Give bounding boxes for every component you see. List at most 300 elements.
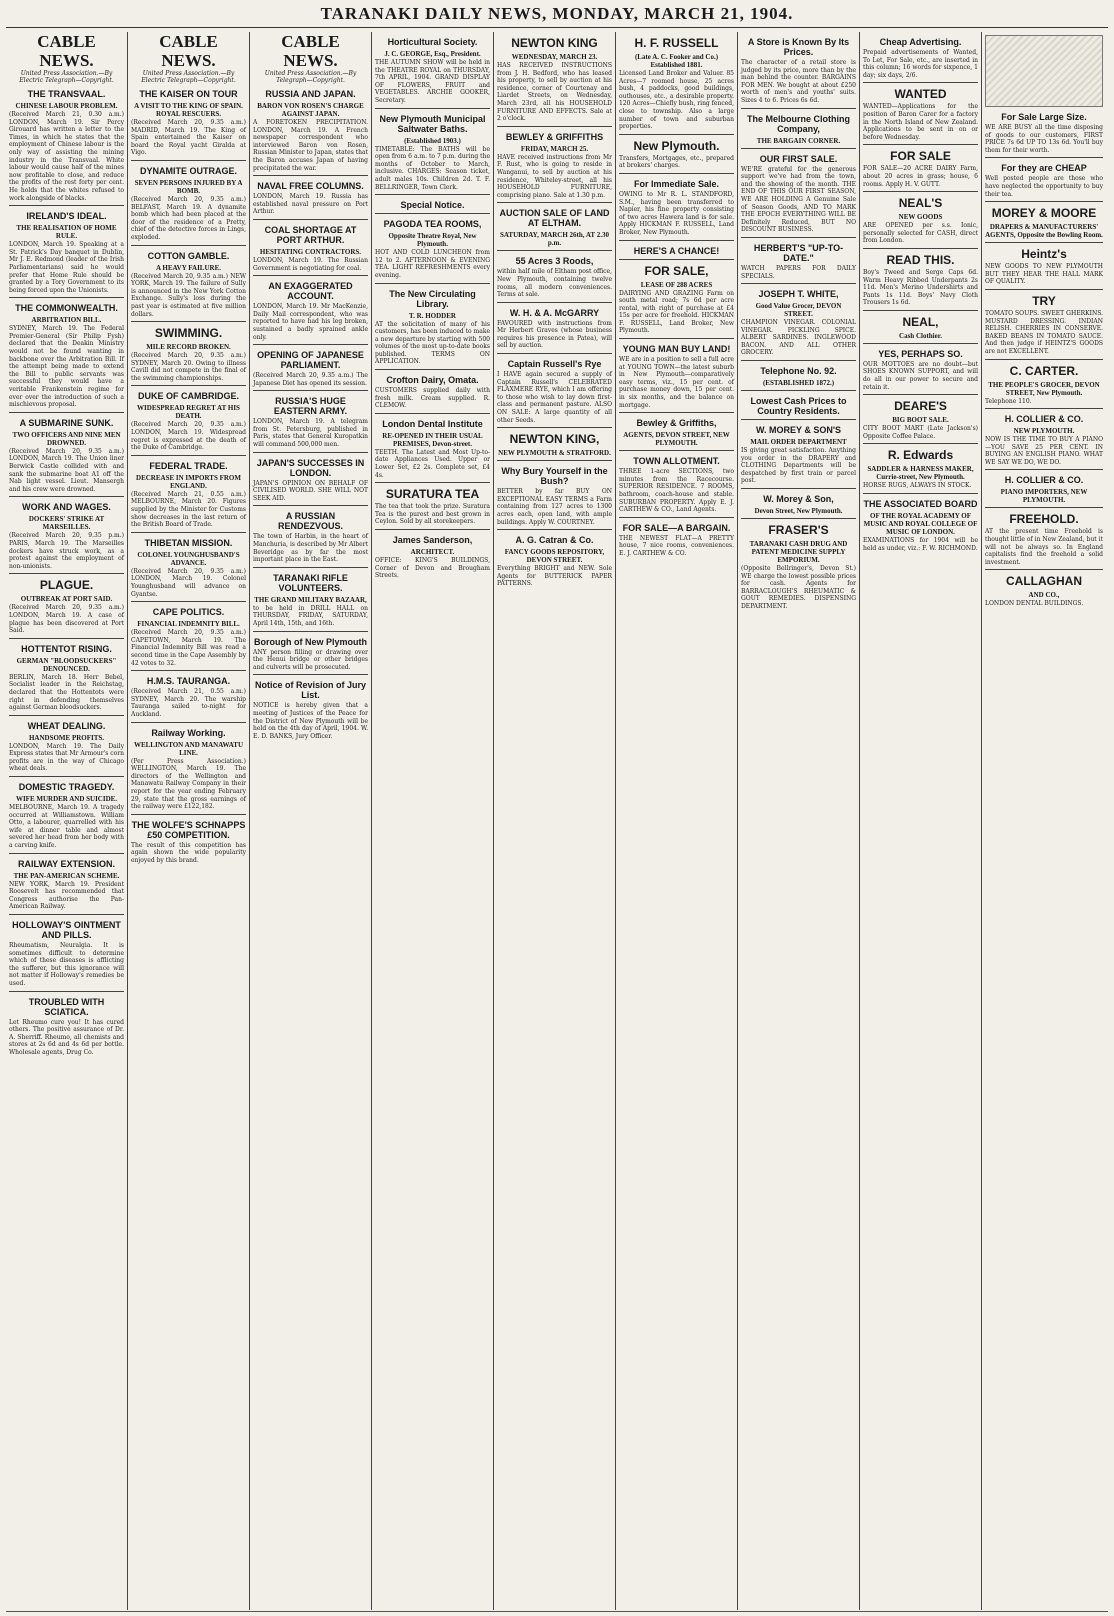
article-subheadline: RE-OPENED IN THEIR USUAL PREMISES, Devon-street.: [382, 431, 483, 448]
article-subheadline: MILE RECORD BROKEN.: [146, 343, 231, 352]
section-divider: [131, 385, 246, 386]
article-headline: HOTTENTOT RISING.: [21, 643, 112, 654]
section-divider: [497, 202, 612, 203]
article-subheadline: THE PAN-AMERICAN SCHEME.: [13, 871, 120, 880]
article: [9, 418, 124, 494]
article: [253, 89, 368, 172]
article-headline: FOR SALE,: [644, 263, 709, 278]
article-subheadline: Devon Street, New Plymouth.: [754, 507, 843, 516]
article-headline: Captain Russell's Rye: [507, 359, 602, 370]
article-body: (Per Press Association.) WELLINGTON, March 19. The directors of the Wellington and Manawatu Railway Company in their report for the year ending February 29, state that the gross earnings of the railway were £122,182.: [131, 757, 246, 811]
article-body: OWING to Mr R. L. STANDFORD, S.M., having been transferred to Napier, his fine property consisting of two acres Hawera land is for sale. Apply HICKMAN F. RUSSELL, Land Broker, New Plymouth.: [619, 190, 734, 236]
article: [619, 456, 734, 514]
article: [497, 466, 612, 526]
article-body: ARE OPENED per s.s. Ionic, personally selected for CASH, direct from London.: [863, 222, 978, 245]
article-headline: THE KAISER ON TOUR: [139, 89, 238, 99]
article: [131, 676, 246, 718]
article: [375, 419, 490, 479]
article-subheadline: AGENTS, DEVON STREET, NEW PLYMOUTH.: [623, 431, 730, 448]
article-headline: H. F. RUSSELL: [634, 36, 719, 50]
article: [985, 575, 1103, 608]
section-divider: [253, 344, 368, 345]
article: [741, 524, 856, 611]
article-body: LONDON, March 19. Speaking at a St. Patrick's Day banquet in Dublin, Mr J. E. Redmond (leader of the Irish Parliamentarians) said he would prefer that Home Rule should be granted by a Tory Government to its being forced upon the Unionists.: [9, 241, 124, 294]
article-headline: For they are CHEAP: [1001, 163, 1087, 174]
column-9: [982, 32, 1106, 1610]
article: [131, 607, 246, 667]
article-body: NEW GOODS TO NEW PLYMOUTH BUT THEY HEAR THE HALL MARK OF QUALITY.: [985, 263, 1103, 286]
section-divider: [619, 259, 734, 260]
article-body: WE ARE BUSY all the time disposing of goods to our customers, FIRST PRICE 7s 6d UP TO 13s 6d. You'll buy them for their worth.: [985, 124, 1103, 154]
article-headline: FOR SALE—A BARGAIN.: [622, 522, 731, 533]
article-subheadline: BIG BOOT SALE.: [892, 416, 949, 425]
article-subheadline: HESITATING CONTRACTORS.: [259, 247, 362, 256]
article: [741, 289, 856, 357]
article-headline: THIBETAN MISSION.: [144, 537, 233, 548]
article-headline: A RUSSIAN RENDEZVOUS.: [277, 511, 343, 532]
column-sections: [375, 37, 490, 580]
article: [985, 513, 1103, 566]
article-subheadline: AND CO.,: [1028, 591, 1060, 600]
article-headline: H. COLLIER & CO.: [1004, 414, 1084, 425]
article-headline: Cheap Advertising.: [879, 37, 962, 47]
article-headline: PAGODA TEA ROOMS,: [383, 219, 482, 230]
article-body: (Received March 20, 9.35 a.m.) CAPETOWN, March 19. The Financial Indemnity Bill was read a second time in the Cape Assembly by 42 votes to 32.: [131, 629, 246, 667]
article: [741, 396, 856, 416]
article: [863, 150, 978, 188]
article-body: IS giving great satisfaction. Anything you order in the DRAPERY and CLOTHING Departments will be despatched by first train or parcel post.: [741, 447, 856, 485]
article-body: Licensed Land Broker and Valuer. 85 Acres—7 roomed house, 25 acres bush, 4 paddocks, good buildings, outhouses, etc., a desirable property. 120 Acres—Chiefly bush, ring fenced, close to township. Also a large number of town and suburban properties.: [619, 70, 734, 131]
column-5: [494, 32, 616, 1610]
article: [253, 458, 368, 503]
article-body: LONDON, March 19. A telegram from St. Petersburg, published in Paris, states that General Kuropatkin will command 500,000 men.: [253, 418, 368, 449]
section-divider: [9, 853, 124, 854]
section-divider: [863, 248, 978, 249]
article-body: THREE 1-acre SECTIONS, two minutes from the Racecourse. SUPERIOR RESIDENCE. 7 ROOMS, bathroom, coach-house and stable. SUBURBAN PROPERTY. Apply E. J. CARTHEW & CO., Land Agents.: [619, 468, 734, 514]
article-body: (Received March 20, 9.35 a.m.) BELFAST, March 19. A dynamite bomb which had been placed at the door of the residence of a Pretty, chief of the detective forces in Lings, exploded.: [131, 195, 246, 241]
article-body: FAVOURED with instructions from Mr Herbert Graves (whose business requires his presence in Patea), will sell by auction.: [497, 319, 612, 350]
article-subheadline: DRAPERS & MANUFACTURERS' AGENTS, Opposite the Bowling Room.: [985, 223, 1103, 240]
article-headline: IRELAND'S IDEAL.: [26, 211, 107, 222]
article-headline: NAVAL FREE COLUMNS.: [257, 181, 364, 192]
article-subheadline: (ESTABLISHED 1872.): [762, 379, 835, 388]
article: [9, 782, 124, 850]
article: [9, 303, 124, 409]
section-divider: [375, 194, 490, 195]
article: [619, 418, 734, 447]
section-divider: [375, 529, 490, 530]
article-headline: THE COMMONWEALTH.: [15, 303, 118, 314]
section-divider: [985, 359, 1103, 360]
article: [619, 37, 734, 131]
article: [985, 112, 1103, 154]
article-headline: OPENING OF JAPANESE PARLIAMENT.: [257, 350, 364, 371]
article-headline: DOMESTIC TRAGEDY.: [18, 782, 115, 793]
article-body: HORSE RUGS, ALWAYS IN STOCK.: [863, 482, 972, 490]
section-divider: [9, 496, 124, 497]
article: [863, 88, 978, 141]
article-subheadline: A VISIT TO THE KING OF SPAIN. ROYAL RESCUERS.: [134, 102, 243, 118]
article-body: Telephone 110.: [985, 397, 1032, 405]
article: [375, 37, 490, 105]
article: [741, 494, 856, 515]
article-headline: James Sanderson,: [392, 535, 473, 545]
column-1: [6, 32, 128, 1610]
article: [253, 573, 368, 628]
section-divider: [863, 144, 978, 145]
article-headline: C. CARTER.: [1009, 363, 1079, 378]
article-headline: COAL SHORTAGE AT PORT ARTHUR.: [264, 224, 357, 245]
section-divider: [9, 297, 124, 298]
column-sections: [9, 89, 124, 1057]
article-headline: FOR SALE: [890, 149, 951, 164]
section-divider: [131, 321, 246, 322]
article: [863, 449, 978, 490]
article-subheadline: THE BARGAIN CORNER.: [756, 136, 841, 145]
section-divider: [863, 191, 978, 192]
section-divider: [9, 638, 124, 639]
article-subheadline: ARBITRATION BILL.: [31, 316, 102, 325]
article-subheadline: WIFE MURDER AND SUICIDE.: [15, 795, 118, 804]
article: [863, 349, 978, 391]
article: [131, 820, 246, 865]
article-body: DAIRYING AND GRAZING Farm on south metal road; 7s 6d per acre rental, with right of purchase at £4 15s per acre for freehold. HICKMAN F. RUSSELL, Land Broker, New Plymouth.: [619, 289, 734, 335]
article-body: NOW IS THE TIME TO BUY A PIANO—YOU SAVE 25 PER CENT. IN BUYING AN ENGLISH PIANO. WHAT WE SAY WE DO, WE DO.: [985, 436, 1103, 466]
article-body: WANTED—Applications for the position of Baron Carer for a factory in the North Island of New Zealand. Applications to be sent in on or before Wednesday.: [863, 103, 978, 141]
article: [253, 396, 368, 448]
section-divider: [985, 157, 1103, 158]
article-headline: TARANAKI RIFLE VOLUNTEERS.: [273, 572, 348, 593]
article-subheadline: SADDLER & HARNESS MAKER, Currie-street, New Plymouth.: [867, 465, 974, 482]
column-credit: United Press Association.—By Electric Telegraph—Copyright.: [141, 70, 236, 84]
section-divider: [9, 776, 124, 777]
article-subheadline: WIDESPREAD REGRET AT HIS DEATH.: [137, 404, 240, 421]
column-8: [860, 32, 982, 1610]
article: [619, 523, 734, 558]
article-headline: For Immediate Sale.: [633, 178, 720, 189]
section-divider: [985, 469, 1103, 470]
article-body: Rheumatism, Neuralgia. It is sometimes difficult to determine which of these diseases is afflicting the sufferer, but this ignorance will not matter if Holloway's remedies be used.: [9, 942, 124, 987]
article-body: NEW YORK, March 19. President Roosevelt has recommended that Congress authorise the Pan-American Railway.: [9, 880, 124, 911]
article-headline: RUSSIA AND JAPAN.: [265, 89, 356, 99]
article-headline: The Melbourne Clothing Company,: [747, 113, 850, 134]
article-body: AT the present time Freehold is thought little of in New Zealand, but it will not be always so. In England capitalists find the freehold a solid investment.: [985, 528, 1103, 566]
article-body: (Received March 20, 9.35 a.m.) NEW YORK, March 19. The failure of Sully is announced in the New York Cotton Exchange. Sully's loss during the past year is estimated at five million dollars.: [131, 272, 246, 318]
section-divider: [131, 814, 246, 815]
article: [863, 499, 978, 552]
article: [253, 680, 368, 740]
article-body: LONDON, March 19. Russia has established naval pressure on Port Arthur.: [253, 193, 368, 216]
article: [375, 200, 490, 210]
article-subheadline: NEW PLYMOUTH & STRATFORD.: [498, 449, 611, 458]
article-headline: H.M.S. TAURANGA.: [146, 676, 231, 687]
article-body: The town of Harbin, in the heart of Manchuria, is described by Mr Albert Beveridge as by far the most important place in the East.: [253, 533, 368, 564]
section-divider: [253, 631, 368, 632]
article-body: EXAMINATIONS for 1904 will be held as under, viz.: F. W. RICHMOND.: [863, 537, 978, 552]
column-heading: CABLE NEWS.: [281, 32, 340, 70]
section-divider: [619, 173, 734, 174]
article-headline: Telephone No. 92.: [760, 366, 837, 377]
article-body: (Received March 20, 9.35 p.m.) PARIS, March 19. The Marseilles dockers have struck work, as a protest against the employment of non-unionists.: [9, 532, 124, 570]
section-divider: [131, 722, 246, 723]
section-divider: [497, 250, 612, 251]
section-divider: [253, 390, 368, 391]
article: [863, 197, 978, 245]
article-subheadline: WELLINGTON AND MANAWATU LINE.: [133, 740, 244, 757]
article: [375, 535, 490, 580]
article-body: (Received March 20, 9.35 a.m.) LONDON, March 19. Widespread regret is expressed at the death of the Duke of Cambridge.: [131, 421, 246, 452]
advertisement-illustration: [985, 35, 1103, 107]
article-subheadline: J. C. GEORGE, Esq., President.: [384, 50, 481, 58]
article-subheadline: OUTBREAK AT PORT SAID.: [20, 595, 113, 604]
article: [863, 316, 978, 340]
article-headline: JOSEPH T. WHITE,: [758, 289, 839, 300]
article: [863, 254, 978, 307]
article-headline: TROUBLED WITH SCIATICA.: [28, 996, 105, 1017]
article-headline: OUR FIRST SALE.: [759, 153, 838, 164]
section-divider: [375, 369, 490, 370]
article: [131, 327, 246, 382]
article-headline: Why Bury Yourself in the Bush?: [501, 466, 608, 487]
article-subheadline: NEW GOODS: [898, 213, 943, 222]
article-headline: NEAL,: [902, 314, 939, 329]
article-body: CHAMPION VINEGAR. COLONIAL VINEGAR. PICKLING SPICE. ALBERT SARDINES. INGLEWOOD BACON. AND ALL OTHER GROCERY.: [741, 319, 856, 357]
article-body: WE'RE grateful for the generous support we've had from the town, and the showing of the month. THE END OF THIS OUR FIRST SEASON, WE ARE HOLDING A Genuine Sale of Season Goods, AND TO MARK THE EPOCH EVERYTHING WILL BE Definitely Reduced, BUT NO DISCOUNT BUSINESS.: [741, 165, 856, 234]
article-headline: HERE'S A CHANCE!: [633, 245, 720, 256]
article: [9, 997, 124, 1057]
column-credit: United Press Association.—By Telegraph—Copyright.: [264, 70, 357, 84]
article-headline: THE WOLFE'S SCHNAPPS £50 COMPETITION.: [131, 819, 246, 840]
article: [131, 251, 246, 319]
article: [985, 248, 1103, 286]
section-divider: [131, 532, 246, 533]
article: [497, 359, 612, 424]
article-body: to be held in DRILL HALL on THURSDAY, FRIDAY, SATURDAY, April 14th, 15th, and 16th.: [253, 604, 368, 627]
article: [741, 243, 856, 280]
article-subheadline: A HEAVY FAILURE.: [155, 263, 222, 272]
article-body: Well posted people are those who have neglected the opportunity to buy their tea.: [985, 175, 1103, 198]
article-subheadline: FRIDAY, MARCH 25.: [520, 144, 589, 153]
article-subheadline: CHINESE LABOUR PROBLEM.: [15, 102, 118, 110]
section-divider: [863, 343, 978, 344]
article-headline: TOWN ALLOTMENT.: [633, 456, 720, 467]
article-body: LONDON, March 19. Mr MacKenzie, Daily Mail correspondent, who was reported to have had his leg broken, sustained a badly sprained ankle only.: [253, 303, 368, 341]
column-sections: [985, 112, 1103, 608]
article-body: CUSTOMERS supplied daily with fresh milk. Cream supplied. R. CLEMOW.: [375, 387, 490, 410]
article-headline: AN EXAGGERATED ACCOUNT.: [268, 281, 353, 302]
article: [741, 37, 856, 105]
section-divider: [9, 205, 124, 206]
article: [9, 920, 124, 988]
article: [497, 132, 612, 200]
article-headline: BEWLEY & GRIFFITHS: [505, 131, 604, 142]
article-body: Prepaid advertisements of Wanted, To Let, For Sale, etc., are inserted in this column; 16 words for sixpence, 1 day; six days, 2/6.: [863, 49, 978, 79]
article-body: (Opposite Bellringer's, Devon St.) WE charge the lowest possible prices for cash. Agents for BARRACLOUGH'S RHEUMATIC & GOUT REMEDIES. DISPENSING DEPARTMENT.: [741, 565, 856, 610]
article-headline: AUCTION SALE OF LAND AT ELTHAM.: [499, 208, 610, 229]
article-headline: HERBERT'S "UP-TO-DATE.": [753, 242, 844, 263]
article-subheadline: GERMAN "BLOODSUCKERS" DENOUNCED.: [16, 656, 117, 673]
article-headline: HOLLOWAY'S OINTMENT AND PILLS.: [12, 920, 121, 940]
section-divider: [741, 390, 856, 391]
bottom-rule: [6, 1611, 1108, 1612]
section-divider: [741, 488, 856, 489]
article-body: OUR MOTTOES are no doubt—but SHOES KNOWN SUPPORT, and will do all in our power to secure and retain it.: [863, 360, 978, 391]
article-headline: Notice of Revision of Jury List.: [254, 680, 367, 701]
section-divider: [619, 338, 734, 339]
article-subheadline: ARCHITECT.: [410, 548, 455, 556]
article-headline: W. MOREY & SON'S: [756, 425, 841, 436]
article: [741, 114, 856, 145]
article: [985, 207, 1103, 239]
article-subheadline: TARANAKI CASH DRUG AND PATENT MEDICINE SUPPLY EMPORIUM.: [749, 540, 848, 565]
article: [131, 391, 246, 451]
article-subheadline: THE GRAND MILITARY BAZAAR,: [254, 595, 367, 604]
section-divider: [863, 443, 978, 444]
section-divider: [375, 482, 490, 483]
article-headline: COTTON GAMBLE.: [147, 250, 230, 261]
section-divider: [375, 108, 490, 109]
article-headline: MOREY & MOORE: [991, 206, 1097, 221]
article-body: A FORETOKEN PRECIPITATION. LONDON, March 19. A French newspaper correspondent who interviewed Baron von Rosen, Russian Minister to Japan, states that the Baron accuses Japan of having precipitated the war.: [253, 119, 368, 172]
article-body: SYDNEY, March 19. The Federal Premier-General (Sir Philip Fysh) declared that the Deakin Ministry would not be found wanting in backbone over the Arbitration Bill. If the attempt being made to extend the Bill to public servants was successful they would have a veritable Frankenstein regime for ever over the introduction of such a mischievous proposal.: [9, 325, 124, 409]
section-divider: [9, 715, 124, 716]
article-headline: Lowest Cash Prices to Country Residents.: [750, 396, 847, 417]
article: [985, 475, 1103, 504]
article-subheadline: THE REALISATION OF HOME RULE.: [16, 224, 117, 241]
article-headline: YOUNG MAN BUY LAND!: [622, 344, 731, 355]
article: [497, 535, 612, 588]
article-subheadline: (Established 1903.): [404, 136, 461, 145]
article-body: The tea that took the prize. Suratura Tea is the purest and best grown in Ceylon. Sold by all storekeepers.: [375, 503, 490, 526]
article: [253, 637, 368, 672]
section-divider: [131, 670, 246, 671]
section-divider: [497, 126, 612, 127]
section-divider: [253, 505, 368, 506]
article: [253, 281, 368, 341]
article-subheadline: LEASE OF 288 ACRES: [640, 280, 713, 289]
masthead: TARANAKI DAILY NEWS, MONDAY, MARCH 21, 1904.: [320, 4, 794, 23]
article-headline: JAPAN'S SUCCESSES IN LONDON.: [256, 457, 365, 478]
article: [619, 140, 734, 170]
article-body: (Received March 20, 9.35 a.m.) LONDON, March 19. The Union liner Berwick Castle collided with and sank the submarine boat A1 off the Nab light vessel. Lieut. Mansergh and his crew were drowned.: [9, 447, 124, 493]
section-divider: [253, 674, 368, 675]
article-subheadline: PIANO IMPORTERS, NEW PLYMOUTH.: [1000, 488, 1088, 505]
article-body: within half mile of Eltham post office, New Plymouth, containing twelve rooms, all modern conveniences. Terms at sale.: [497, 268, 612, 299]
article-body: TEETH. The Latest and Most Up-to-date Appliances Used. Upper or Lower Set, £2 2s. Complete set, £4 4s.: [375, 448, 490, 479]
article-headline: For Sale Large Size.: [1001, 112, 1087, 122]
article: [9, 89, 124, 202]
section-divider: [863, 82, 978, 83]
article-headline: The New Circulating Library.: [389, 288, 476, 309]
article: [863, 37, 978, 79]
article-subheadline: WEDNESDAY, MARCH 23.: [511, 53, 598, 61]
section-divider: [741, 237, 856, 238]
article-body: (Received March 21, 0.55 a.m.) MELBOURNE, March 20. Figures supplied by the Minister for Customs show decreases in the last return of the British Board of Trade.: [131, 490, 246, 529]
article-subheadline: FANCY GOODS REPOSITORY, DEVON STREET.: [504, 548, 605, 565]
article: [497, 256, 612, 298]
article: [619, 265, 734, 336]
article-body: (Received March 20, 9.35 a.m.) MADRID, March 19. The King of Spain entertained the Kaiser on board the Royal yacht Giralda at Vigo.: [131, 119, 246, 157]
article-body: FOR SALE—20 ACRE DAIRY Farm, about 20 acres in grass; house, 6 rooms. Apply H. V. GUTT.: [863, 165, 978, 188]
article-headline: THE TRANSVAAL.: [27, 89, 106, 99]
article-body: THE NEWEST FLAT—A PRETTY house, 7 nice rooms, conveniences. E. J. CARTHEW & CO.: [619, 534, 734, 557]
article-headline: CALLAGHAN: [1006, 574, 1082, 589]
article: [497, 37, 612, 123]
article-headline: Railway Working.: [151, 727, 226, 738]
article-headline: CAPE POLITICS.: [152, 607, 225, 618]
article-body: THE AUTUMN SHOW will be held in the THEATRE ROYAL on THURSDAY, 7th APRIL, 1904. GRAND DISPLAY OF FLOWERS, FRUIT and VEGETABLES. ARCHIE GOOKER, Secretary.: [375, 59, 490, 104]
article-headline: TRY: [1032, 293, 1056, 308]
article: [375, 114, 490, 192]
column-7: [738, 32, 860, 1610]
article: [375, 375, 490, 410]
article-headline: THE ASSOCIATED BOARD: [863, 499, 978, 510]
article-body: AT the solicitation of many of his customers, has been induced to make a new departure by starting with 500 volumes of the most up-to-date books published. TERMS ON APPLICATION.: [375, 320, 491, 366]
article-headline: New Plymouth.: [633, 138, 720, 153]
article-headline: YES, PERHAPS SO.: [878, 348, 963, 359]
article-headline: SWIMMING.: [154, 326, 223, 341]
article-body: TIMETABLE: The BATHS will be open from 6 a.m. to 7 p.m. during the months of October to March, inclusive. CHARGES: Season ticket, adult males 10s. Children 2d. T. F. BELLRINGER, Town Clerk.: [375, 145, 490, 191]
article-subheadline: NEW PLYMOUTH.: [1013, 427, 1075, 436]
article-headline: NEWTON KING,: [509, 432, 600, 447]
column-sections: [863, 37, 978, 552]
article-headline: A. G. Catran & Co.: [515, 535, 594, 546]
section-divider: [619, 134, 734, 135]
column-sections: [253, 89, 368, 740]
article-headline: SURATURA TEA: [385, 487, 480, 502]
section-divider: [985, 408, 1103, 409]
article-headline: A SUBMARINE SUNK.: [19, 417, 114, 428]
article-subheadline: Good Value Grocer, DEVON STREET.: [755, 302, 842, 319]
article: [619, 344, 734, 409]
section-divider: [741, 283, 856, 284]
article-body: MELBOURNE, March 19. A tragedy occurred at Williamstown. William Otto, a labourer, quarrelled with his wife at dinner table and almost severed her head from her body with a carving knife.: [9, 804, 124, 850]
article-body: (Received March 21, 0.55 a.m.) SYDNEY, March 20. The warship Tauranga sailed to-night for Auckland.: [131, 688, 246, 718]
section-divider: [9, 991, 124, 992]
section-divider: [253, 452, 368, 453]
section-divider: [741, 518, 856, 519]
article: [985, 414, 1103, 466]
section-divider: [497, 529, 612, 530]
article-body: WE are in a position to sell a full acre at YOUNG TOWN—the latest suburb in New Plymouth—comparatively easy terms, viz., 15 per cent. of purchase money down, 15 per cent. in six months, and the balance on mortgage.: [619, 356, 734, 409]
article-subheadline: SATURDAY, MARCH 26th, AT 2.30 p.m.: [500, 231, 609, 248]
article: [985, 365, 1103, 406]
section-divider: [863, 310, 978, 311]
article-subheadline: FINANCIAL INDEMNITY BILL.: [137, 620, 240, 629]
section-divider: [375, 413, 490, 414]
article-subheadline: (Late A. C. Fooker and Co.) Established 1881.: [634, 53, 719, 69]
article-subheadline: Opposite Theatre Royal, New Plymouth.: [388, 232, 477, 249]
section-divider: [131, 160, 246, 161]
article: [9, 579, 124, 634]
section-divider: [985, 569, 1103, 570]
article-subheadline: OF THE ROYAL ACADEMY OF MUSIC AND ROYAL COLLEGE OF MUSIC OF LONDON.: [863, 512, 978, 537]
article-headline: FRASER'S: [768, 523, 829, 538]
section-divider: [741, 360, 856, 361]
column-sections: [497, 37, 612, 588]
masthead-rule: [6, 27, 1108, 28]
section-divider: [375, 213, 490, 214]
article-body: (Received March 20, 9.35 a.m.) LONDON, March 19. Colonel Younghusband will advance on Gyantse.: [131, 567, 246, 598]
article-headline: R. Edwards: [887, 448, 954, 463]
article-body: LONDON, March 19. The Daily Express states that Mr Armour's corn profits are in the way of Chicago wheat deals.: [9, 742, 124, 773]
article: [253, 225, 368, 272]
section-divider: [863, 394, 978, 395]
article-subheadline: COLONEL YOUNGHUSBAND'S ADVANCE.: [137, 550, 240, 567]
column-3: [250, 32, 372, 1610]
section-divider: [497, 460, 612, 461]
section-divider: [253, 275, 368, 276]
